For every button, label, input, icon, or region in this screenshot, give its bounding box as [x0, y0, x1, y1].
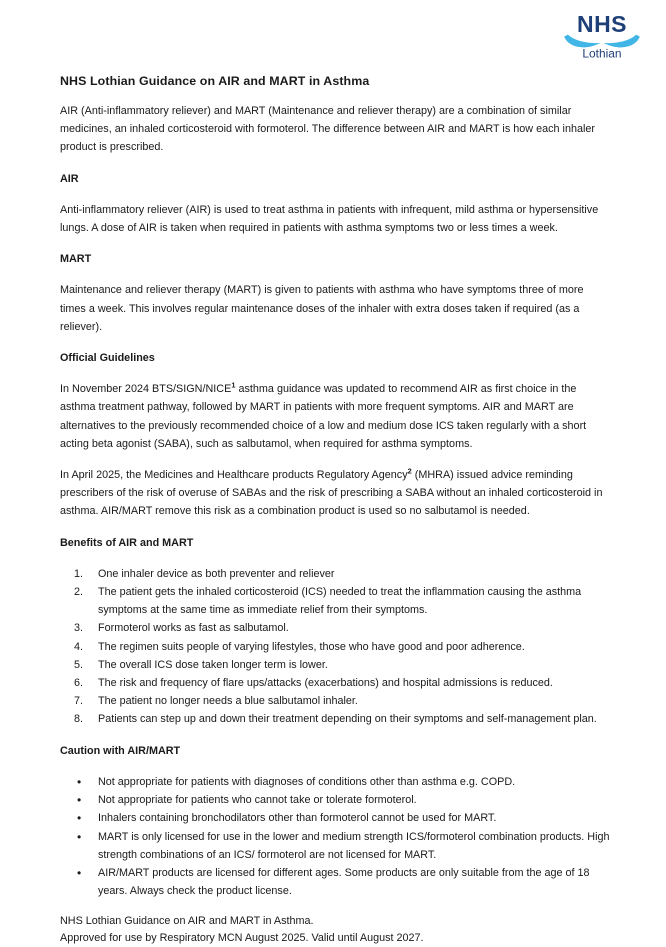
- logo-lothian-text: Lothian: [582, 46, 622, 61]
- list-marker: 1.: [74, 567, 84, 580]
- footer-line-approval: Approved for use by Respiratory MCN August 2025. Valid until August 2027.: [60, 931, 424, 944]
- list-item: [60, 809, 610, 827]
- list-item: [60, 773, 610, 791]
- reference-marker-2: 2: [407, 466, 412, 476]
- list-item: [60, 864, 610, 900]
- document-title: NHS Lothian Guidance on AIR and MART in Asthma: [60, 74, 370, 88]
- cautions-list: [60, 773, 610, 900]
- guideline-p1-text-before-reference: In November 2024 BTS/SIGN/NICE: [60, 383, 232, 396]
- benefits-list: [60, 565, 610, 729]
- section-heading-official-guidelines: Official Guidelines: [60, 352, 155, 365]
- logo-nhs-text: NHS: [577, 10, 627, 37]
- bullet-icon: •: [77, 811, 82, 826]
- document-content: [0, 74, 666, 947]
- bullet-icon: •: [77, 865, 82, 880]
- section-heading-benefits: Benefits of AIR and MART: [60, 536, 194, 549]
- document-header: [0, 0, 666, 74]
- list-item-text: The regimen suits people of varying lifestyles, those who have good and poor adherence.: [98, 640, 525, 653]
- list-marker: 8.: [74, 713, 84, 726]
- list-item-text: Patients can step up and down their treatment depending on their symptoms and self-management plan.: [98, 713, 597, 726]
- document-footer: [60, 913, 610, 946]
- section-heading-mart: MART: [60, 253, 92, 266]
- list-marker: 6.: [74, 677, 84, 690]
- guideline-p1-text-after-reference: asthma guidance was updated to recommend AIR as first choice in the asthma treatment pathway, followed by MART in patients with more frequent symptoms. AIR and MART are alternatives to the previously recommended choice of a low and medium dose ICS taken regularly with a short acting beta agonist (SABA), such as salbutamol, when required for asthma symptoms.: [60, 383, 587, 450]
- list-marker: 2.: [74, 586, 84, 599]
- list-item: [60, 828, 610, 864]
- list-item: [60, 583, 610, 619]
- list-item: [60, 710, 610, 728]
- list-item-text: AIR/MART products are licensed for different ages. Some products are only suitable from the age of 18 years. Always check the product license.: [98, 866, 590, 898]
- reference-marker-1: 1: [231, 380, 236, 390]
- list-item-text: Not appropriate for patients who cannot take or tolerate formoterol.: [98, 794, 417, 807]
- section-heading-air: AIR: [60, 172, 79, 185]
- official-guidelines-paragraph-2: [60, 466, 610, 521]
- list-marker: 7.: [74, 695, 84, 708]
- list-item: [60, 638, 610, 656]
- official-guidelines-paragraph-1: [60, 380, 610, 453]
- list-item-text: The patient no longer needs a blue salbutamol inhaler.: [98, 695, 358, 708]
- list-item-text: Not appropriate for patients with diagnoses of conditions other than asthma e.g. COPD.: [98, 775, 516, 788]
- list-item-text: The overall ICS dose taken longer term is lower.: [98, 658, 328, 671]
- section-body-air: Anti-inflammatory reliever (AIR) is used to treat asthma in patients with infrequent, mild asthma or hypersensitive lungs. A dose of AIR is taken when required in patients with asthma symptoms two or less times a week.: [60, 203, 599, 235]
- list-item-text: MART is only licensed for use in the lower and medium strength ICS/formoterol combination products. High strength combinations of an ICS/ formoterol are not licensed for MART.: [98, 830, 610, 861]
- list-marker: 4.: [74, 640, 84, 653]
- list-item-text: Inhalers containing bronchodilators other than formoterol cannot be used for MART.: [98, 812, 497, 825]
- section-body-mart: Maintenance and reliever therapy (MART) is given to patients with asthma who have symptoms three of more times a week. This involves regular maintenance doses of the inhaler with extra doses taken if required (as a reliever).: [60, 284, 584, 333]
- list-item: [60, 674, 610, 692]
- list-item: [60, 791, 610, 809]
- bullet-icon: •: [77, 774, 82, 789]
- list-item-text: The risk and frequency of flare ups/attacks (exacerbations) and hospital admissions is reduced.: [98, 677, 553, 690]
- list-item-text: One inhaler device as both preventer and reliever: [98, 567, 335, 580]
- footer-line-title: NHS Lothian Guidance on AIR and MART in Asthma.: [60, 915, 314, 928]
- list-marker: 3.: [74, 622, 84, 635]
- intro-paragraph: AIR (Anti-inflammatory reliever) and MART (Maintenance and reliever therapy) are a combination of similar medicines, an inhaled corticosteroid with formoterol. The difference between AIR and MART is how each inhaler product is prescribed.: [60, 105, 596, 154]
- list-item: [60, 692, 610, 710]
- list-item: [60, 619, 610, 637]
- list-item-text: The patient gets the inhaled corticosteroid (ICS) needed to treat the inflammation causing the asthma symptoms at the same time as immediate relief from their symptoms.: [98, 586, 582, 617]
- guideline-p2-text-after-reference: (MHRA) issued advice reminding prescribers of the risk of overuse of SABAs and the risk of prescribing a SABA without an inhaled corticosteroid in asthma. AIR/MART remove this risk as a combination product is used so no salbutamol is needed.: [60, 469, 603, 518]
- list-item-text: Formoterol works as fast as salbutamol.: [98, 622, 289, 635]
- bullet-icon: •: [77, 829, 82, 844]
- guideline-p2-text-before-reference: In April 2025, the Medicines and Healthcare products Regulatory Agency: [60, 469, 408, 482]
- section-heading-caution: Caution with AIR/MART: [60, 744, 181, 757]
- nhs-lothian-logo: [556, 8, 648, 63]
- list-item: [60, 565, 610, 583]
- list-item: [60, 656, 610, 674]
- list-marker: 5.: [74, 658, 84, 671]
- bullet-icon: •: [77, 793, 82, 808]
